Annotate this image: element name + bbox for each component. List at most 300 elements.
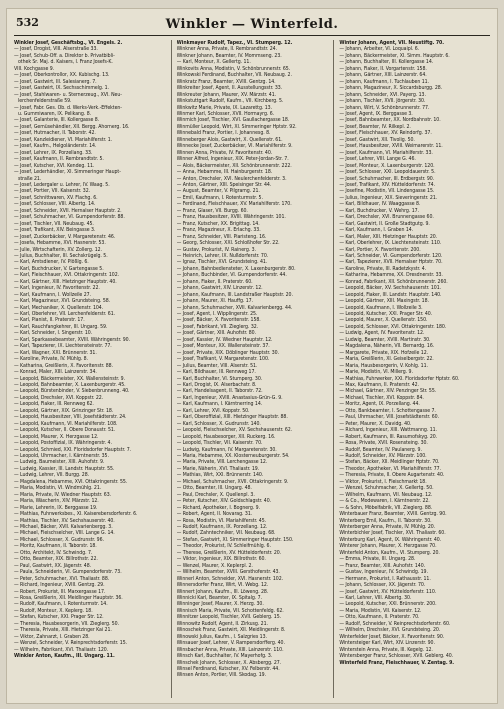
directory-entry: — Ludwig, Lehrer, VII. Burgg. 28.	[14, 472, 90, 479]
directory-entry: — Josef, Bahnbeamter, XX. Nordbahnstr. 10.	[339, 117, 441, 124]
directory-entry: — Leopold, Maurer, X. Quellenstr. 150.	[339, 317, 428, 324]
directory-entry: Winmer Karl, Schlosser, XVII. Hormayrg. 6.	[176, 110, 275, 117]
directory-entry: — Julius, Ingenieur, XIX. Sieveringerstr. 21.	[339, 194, 438, 201]
directory-entry: — Karl, Bildhauer, IV. Waaggasse 8.	[339, 201, 421, 208]
directory-entry: Winterfeld Franz, Fleischhauer, V. Zentag. 9.	[339, 659, 455, 666]
directory-entry: — Mathias, Wirt, XXI. Brünnerstr. 140.	[176, 472, 264, 479]
directory-entry: — Karl, Mechaniker, X. Quellenstr. 104.	[14, 304, 104, 311]
directory-entry: — Karl, Portier, X. Favoritenstr. 200.	[339, 246, 421, 253]
directory-entry: Winkmayer Rudolf, Tapez., VI. Stumperg. 12.	[176, 40, 293, 46]
directory-entry: — Maria, Wäscherin, XIV. Märzstr. 12.	[14, 498, 99, 505]
directory-entry: — Moritz, Kaufmann, II. Taborstr. 18.	[14, 543, 97, 550]
directory-entry: — Josefa, Hebamme, XVI. Hasnerstr. 53.	[14, 240, 106, 247]
directory-entry: — Leopold, Hausbesorger, XII. Ruckerg. 16.	[176, 433, 276, 440]
directory-entry: — Karl, Monteur, X. Gellertg. 11.	[176, 59, 251, 66]
directory-entry: — Alois, Bäckermeister, XII. Schönbrunnerstr. 222.	[176, 162, 292, 169]
directory-entry: — Karl, Buchdrucker, V. Wehrg. 17.	[339, 207, 419, 214]
directory-entry: — Stefan, Kutscher, XXI. Prager Str. 12.	[14, 614, 104, 621]
directory-entry: — Margarete, Private, XIX. Hofzeile 12.	[339, 349, 429, 356]
directory-entry: — Ferdinand, Fleischhauer, XV. Mariahilferstr. 170.	[176, 201, 292, 208]
directory-entry: — Karl, Magazineur, XVI. Grundsteing. 58.	[14, 298, 111, 305]
directory-entry: Winterstein Anna, Private, III. Kegelg. 12.	[339, 646, 433, 653]
directory-entry: — Karl, Ingenieur, XVIII. Anastasius-Grün-G. 9.	[176, 394, 283, 401]
directory-entry: — Rosa, Private, XVII. Rosensteing. 30.	[339, 440, 428, 447]
directory-entry: Winkratz Franz, Beamter, XVIII. Gentzg. 14.	[176, 78, 276, 85]
directory-entry: — Josef, Schlosser, VIII. Albertg. 14.	[14, 201, 96, 208]
directory-entry: — Rosa, Modistin, VI. Mariahilferstr. 45.	[176, 517, 267, 524]
directory-entry: Winnert Johann, Kaufm., III. Löweng. 28.	[176, 588, 269, 595]
directory-entry: — Josef, Monteur, X. Laxenburgerstr. 120.	[339, 162, 435, 169]
directory-entry: Winkner Anna, Private, II. Rembrandtstr. 24.	[176, 46, 278, 53]
directory-entry: Winter Johann, Agent, VII. Neustiftg. 70.	[339, 40, 444, 46]
directory-entry: — Ludwig, Kaufmann, IV. Margaretenstr. 30.	[176, 446, 277, 453]
directory-entry: — Karl, Schlosser, X. Gudrunstr. 140.	[176, 420, 261, 427]
directory-entry: — Michael, Gärtner, XIV. Penzinger Str. 55.	[339, 388, 437, 395]
directory-entry: — Hermann, Prokurist, I. Rathausstr. 11.	[339, 575, 431, 582]
directory-entry: Winneberger Alois, Gastwirt, X. Quellenstr. 61.	[176, 136, 283, 143]
directory-entry: Winnowitz Rudolf, Agent, II. Zirkusg. 21.	[176, 620, 268, 627]
directory-entry: — Karoline, Private, IV. Mühlg. 8.	[14, 356, 89, 363]
directory-column-1	[14, 40, 165, 698]
directory-entry: — Josef, Galanterie, III. Kollergasse 8.	[14, 117, 100, 124]
directory-entry: — Leopold, Kutscher, XXI. Prager Str. 40.	[339, 311, 433, 318]
directory-entry: — Josef, Kaufmann, VI. Mariahilferstr. 33.	[339, 149, 433, 156]
directory-entry: — Josef, Lehrer, VIII. Lange G. 46.	[339, 156, 416, 163]
directory-entry: — Leopold, Uhrmacher, I. Kärntnerstr. 35.	[14, 453, 109, 459]
directory-entry: Winkwitz Marie, Private, IX. Lazarettg. 13.	[176, 104, 272, 111]
directory-entry: — Magdalena, Hebamme, XVI. Ottakringerstr. 55.	[14, 478, 128, 485]
directory-entry: — Marie, Näherin, XVI. Thaliastr. 19.	[176, 465, 260, 472]
directory-entry: — Leopold, Kaufmann, I. Wollzeile 3.	[339, 304, 423, 311]
directory-entry: — Karl, Fleischhauer, XVI. Ottakringerstr. 102.	[14, 272, 120, 279]
directory-entry: — Josef, Gastwirt, IX. Sechsschimmelg. 1.	[14, 85, 110, 92]
directory-entry: Winkowski Ferdinand, Buchhalter, VII. Neubaug. 2.	[176, 72, 292, 79]
directory-entry: — Johann, Gastwirt, XIV. Linzerstr. 12.	[176, 285, 263, 292]
directory-entry: — Johann, Kaufmann, I. Tuchlauben 11.	[339, 78, 429, 85]
directory-entry: — Wenzel, Maurer, X. Keplerpl. 2.	[176, 562, 253, 569]
directory-entry: — August, Beamter, V. Pilgramg. 21.	[176, 188, 260, 195]
directory-column-3	[333, 40, 490, 698]
directory-entry: — Mathias, Tischler, XV. Sechshauserstr. 40.	[14, 517, 115, 524]
directory-entry: — Josef, Zuckerbäcker, V. Margaretenstr. 46.	[14, 233, 116, 240]
directory-entry: — Leopold, Schmied, XXI. Floridsdorfer Hauptstr. 7.	[14, 446, 132, 453]
directory-entry: — Josef, Gärtner, XIII. Auhofstr. 80.	[176, 330, 257, 337]
directory-entry: — Viktor, Prokurist, I. Fleischmarkt 18.	[339, 478, 427, 485]
directory-entry: — Franz, Glaser, VII. Burgg. 60.	[176, 207, 248, 214]
directory-entry: — Richard, Apotheker, I. Bognerg. 9.	[176, 504, 261, 511]
directory-entry: — Robert, Agent, II. Novarag. 31.	[176, 511, 253, 518]
directory-entry: — Karl, Oberlehrer, VII. Lerchenfelderstr. 61.	[14, 311, 116, 318]
directory-entry: — Leopold, Bäcker, XV. Sechshauserstr. 101.	[339, 285, 442, 292]
directory-entry: — Josef, Agent, IX. Berggasse 3.	[339, 110, 413, 117]
directory-entry: — Otto, Beamter, XIX. Billrothstr. 22.	[14, 556, 98, 563]
directory-entry: — Johann, Arbeiter, VI. Loquaipl. 6.	[339, 46, 420, 53]
directory-entry: — Otto, Beamter, III. Ungarg. 48.	[176, 485, 252, 492]
directory-entry: — Rosa, Greißlerin, XII. Meidlinger Hauptstr. 36.	[14, 594, 123, 601]
directory-entry: — Rudolf, Beamter, IV. Paulanerg. 9.	[339, 446, 422, 453]
directory-entry: — Karl, Lehrer, XVI. Koppstr. 50.	[176, 407, 250, 414]
directory-entry: — Otto, Architekt, IV. Schwindg. 7.	[14, 549, 93, 556]
directory-entry: — Wilhelm, Fabrikant, XVI. Thaliastr. 120.	[14, 646, 109, 653]
directory-entry: — Gustav, Prokurist, IV. Rainerg. 3.	[176, 246, 256, 253]
directory-entry: Winmüller Leopold, Wirt, XI. Simmeringer Hptstr. 92.	[176, 123, 297, 130]
directory-entry: Winkovits Anna, Modistin, V. Schönbrunnerstr. 65.	[176, 65, 291, 72]
directory-entry: — Paul, Gastwirt, XX. Jägerstr. 48.	[14, 562, 92, 569]
directory-entry: — Josef, Gastwirt, III. Salesianerg. 7.	[14, 78, 97, 85]
directory-entry: — Johann, Buchhalter, III. Kollergasse 14.	[339, 59, 434, 66]
directory-entry: — Josef, Lehrer, IX. Porzellang. 33.	[14, 149, 93, 156]
directory-entry: — Johann, Maurer, XI. Hauffg. 17.	[176, 298, 253, 305]
directory-entry: — Maria, Greißlerin, XI. Geiselbergstr. 22.	[339, 356, 434, 363]
directory-entry: — Karl, Gärtner, XIII. Hietzinger Hauptstr. 40.	[14, 278, 117, 285]
directory-entry: — Franz, Magazineur, X. Erlachg. 33.	[176, 227, 261, 234]
directory-entry: — Wenzel, Schneider, V. Reinprechtsdorferstr. 15.	[14, 640, 128, 647]
directory-entry: — Maria, Modistin, VI. Windmühlg. 21.	[14, 485, 102, 492]
directory-entry: — Rudolf, Kaufmann, IX. Porzellang. 12.	[176, 523, 268, 530]
directory-entry: Winnerl Anton, Schneider, XVI. Hasnerstr. 102.	[176, 575, 284, 582]
directory-entry: — Johann, Kaufmann, III. Landstraßer Hauptstr. 20.	[176, 291, 293, 298]
directory-entry: — Leopold, Gärtner, XIII. Maxingstr. 18.	[339, 298, 429, 305]
directory-entry: — Karl, Sparkassebeamter, XVIII. Währingerstr. 90.	[14, 336, 130, 343]
directory-entry: — Max, Kaufmann, II. Praterstr. 42.	[339, 382, 419, 389]
directory-entry: straße 21.	[18, 175, 42, 182]
directory-entry: — Gustav, Ingenieur, IV. Schwindg. 19.	[339, 569, 428, 576]
directory-entry: — Konrad, Maler, XIII. Lainzerstr. 34.	[14, 369, 97, 376]
directory-entry: Winterfeld Anton, Kaufm., VI. Stumperg. 20.	[339, 549, 440, 556]
directory-entry: — Karl, Oberoffizial, XIII. Hietzinger Hauptstr. 88.	[176, 414, 288, 421]
directory-entry: Winmich Josef, Tischler, XVI. Gaullachergasse 18.	[176, 117, 290, 124]
directory-entry: — Julie, Wirtschafterin, XV. Zollerg. 12.	[14, 246, 102, 253]
directory-entry: Wintersberger Franz, Schlosser, XVII. Geblerg. 40.	[339, 653, 454, 660]
directory-entry: — Ignaz, Tischler, XVI. Grundsteing. 41.	[176, 259, 268, 266]
directory-entry: Wintersteiger Karl, Wirt, XIV. Linzerstr. 90.	[339, 640, 435, 647]
directory-entry: — Viktor, Ingenieur, XIX. Billrothstr. 60.	[176, 556, 266, 563]
page-header	[14, 14, 490, 34]
directory-entry: — Johann, Buchbinder, VI. Gumpendorferstr. 44.	[176, 272, 287, 279]
directory-entry: — Josef, Schnittwaren, XV. Flachg. 6.	[14, 194, 98, 201]
directory-entry: — Karoline, Private, III. Radetzkystr. 4.	[339, 265, 427, 272]
directory-entry: — Johann, Magazineur, X. Siccardsburgg. 28.	[339, 85, 443, 92]
directory-entry: — Karl, Pianist, II. Praterstr. 17.	[14, 317, 85, 324]
directory-entry: — Johann, Wirt, V. Schönbrunnerstr. 77.	[339, 104, 430, 111]
directory-entry: — Theresia, Private, II. Obere Augartenstr. 40.	[339, 472, 445, 479]
directory-entry: — Josef, Fabrikant, VII. Zieglerg. 32.	[176, 323, 259, 330]
directory-entry: — Josef, Fabr. Ges. Ob. d. Werks-Verk.-Effekten-	[14, 104, 122, 111]
directory-entry: — Karl, Buchdrucker, V. Gartengasse 5.	[14, 265, 104, 272]
directory-entry: — Maria, Private, IV. Wiedner Hauptstr. 63.	[14, 491, 112, 498]
directory-entry: — Paul, Drechsler, X. Quellenpl. 3.	[176, 491, 255, 498]
directory-entry: — Heinrich, Lehrer, IX. Nußdorferstr. 70.	[176, 252, 269, 259]
directory-entry: — Stefan, Gastwirt, XI. Simmeringer Hauptstr. 150.	[176, 536, 294, 543]
directory-entry: Winnen Anna, Private, IV. Favoritenstr. 40.	[176, 149, 273, 156]
directory-entry: — Robert, Kaufmann, III. Rasumofskyg. 20.	[339, 433, 438, 440]
directory-entry: — Theresia, Hausbesorgerin, VII. Zieglerg. 50.	[14, 620, 120, 627]
directory-entry: Winnebald Franz, Portier, I. Johannesg. 8.	[176, 130, 271, 137]
directory-entry: — Michael, Fleischselcher, VIII. Lange G. 14.	[14, 530, 115, 537]
directory-entry: — Franz, Schneider, VIII. Piaristeng. 16.	[176, 233, 267, 240]
directory-entry: — Franz, Hausbesitzer, XVIII. Währingerstr. 101.	[176, 214, 286, 221]
directory-entry: — Michael, Schuhmacher, XVII. Ottakringerstr. 9.	[176, 478, 289, 485]
directory-entry: — Julius, Beamter, VIII. Alserstr. 51.	[176, 362, 258, 369]
directory-entry: — Ludwig, Kassier, III. Landstr. Hauptstr. 55.	[14, 465, 115, 472]
directory-entry: — Karl, Amtsdiener, IV. Plößlg. 6.	[14, 259, 89, 266]
directory-entry: — Josef, Monteur, XX. Wallensteinstr. 37.	[176, 343, 270, 350]
directory-entry: — Julius, Buchhalter, III. Sechskrügelg. 5.	[14, 252, 108, 259]
directory-entry: VIII. Kochgasse 9.	[14, 65, 55, 72]
directory-entry: — Karl, Tapezierer, XVII. Hernalser Hptstr. 70.	[339, 259, 443, 266]
directory-entry: — Rudolf, Schneider, XV. Märzstr. 100.	[339, 453, 427, 459]
directory-entry: — Johann, Bäckermeister, XI. Simm. Hauptstr. 6.	[339, 52, 450, 59]
directory-entry: — Johann, Gärtner, XIII. Lainzerstr. 64.	[339, 72, 427, 79]
directory-entry: — Rudolf, Zahntechniker, VII. Neubaug. 68.	[176, 530, 276, 537]
directory-entry: — Ludwig, Baumeister, XIII. Auhofstr. 9.	[14, 459, 105, 466]
directory-entry: Winschek Johann, Schlosser, X. Absbergg. 27.	[176, 659, 282, 666]
directory-entry: — Karl, Buchhalter, VI. Stumperg. 30.	[176, 375, 263, 382]
directory-entry: Winkreiter Josef, Agent, II. Ausstellungsstr. 33.	[176, 85, 283, 92]
directory-entry: — Karl, Ingenieur, IV. Favoritenstr. 22.	[14, 285, 100, 292]
directory-entry: — Peter, Schuhmacher, XVI. Thaliastr. 88.	[14, 575, 110, 582]
directory-entry: — Leopold, Postoffizial, IX. Währingerstr. 4.	[14, 440, 112, 447]
directory-entry: Winterburg Karl, Agent, IX. Währingerstr. 40.	[339, 536, 442, 543]
directory-entry: — Michael, Schlosser, X. Gudrunstr. 96.	[14, 536, 104, 543]
directory-entry: — Josef, Gastwirt, XII. Tivolig. 50.	[339, 136, 415, 143]
directory-entry: — Leopold, Gärtner, XIX. Grinzinger Str. 18.	[14, 407, 114, 414]
directory-entry: u. Gummiwaren, IX. Pelikang. 8.	[18, 110, 92, 117]
directory-entry: Winoschek Franz, Gastwirt, XII. Meidlingerstr. 8.	[176, 627, 286, 634]
directory-entry: — Josef, Schneider, XVII. Hernalser Hauptstr. 2.	[14, 207, 122, 214]
directory-entry: — Leopold, Fiaker, III. Rennweg 62.	[14, 401, 94, 408]
directory-entry: — Leopold, Kutscher, II. Obere Donaustr. 51.	[14, 427, 116, 434]
directory-entry: Winner Alfred, Ingenieur, XIX. Peter-Jordan-Str. 7.	[176, 156, 289, 163]
directory-entry: — Rudolf, Schneider, V. Reinprechtsdorferstr. 60.	[339, 620, 451, 627]
directory-entry: — Josef, Trafikant, XIV. Hütteldorferstr. 74.	[339, 181, 436, 188]
directory-entry: — Peter, Kutscher, XIV. Goldschlagstr. 40.	[176, 498, 272, 505]
directory-entry: lerchenfelderstraße 59.	[18, 98, 72, 105]
directory-entry: — Leopold, Hausbesitzer, VIII. Josefstädterstr. 24.	[14, 414, 127, 421]
directory-entry: Winsel Ferdinand, Kutscher, XV. Felberstr. 44.	[176, 665, 280, 672]
directory-entry: — Wenzel, Schuhmacher, X. Gellertg. 50.	[339, 485, 434, 492]
directory-entry: Winnitzer Leopold, Tischler, XVII. Geblerg. 15.	[176, 614, 282, 621]
directory-entry: Winsauer Josef, Lehrer, V. Rampersdorfferg. 40.	[176, 640, 285, 647]
directory-entry: — Michael, Tischler, XVI. Koppstr. 84.	[339, 394, 424, 401]
directory-entry: — Robert, Prokurist, III. Marxergasse 17.	[14, 588, 106, 595]
directory-entry: — Marie, Lehrerin, IX. Berggasse 19.	[14, 504, 98, 511]
directory-entry: — Karl, Drechsler, XVI. Brunnengasse 60.	[339, 214, 434, 221]
directory-entry: — Katharina, Greißlerin, X. Favoritenstr. 88.	[14, 362, 114, 369]
directory-entry: — Viktor, Zahnarzt, I. Graben 28.	[14, 633, 90, 640]
directory-entry: — Josef, Kutscher, XVI. Kendeg. 11.	[14, 162, 95, 169]
directory-entry: — Josef, Kanzleidiener, VI. Mariahilferstr. 1.	[14, 136, 113, 143]
directory-entry: — Josef, Kassier, IV. Wiedner Hauptstr. 12.	[176, 336, 273, 343]
directory-entry: — Karl, Schneider, I. Singerstr. 10.	[14, 330, 93, 337]
directory-entry: — Karl, Wagner, XXI. Brünnerstr. 31.	[14, 349, 97, 356]
directory-entry: — Theodor, Apotheker, VI. Mariahilferstr. 77.	[339, 465, 441, 472]
directory-entry: — Josefine, Modistin, VII. Lindengasse 15.	[339, 188, 435, 195]
directory-entry: Winterbichler Josef, Tischler, XVI. Thaliastr. 60.	[339, 530, 446, 537]
directory-entry: — Karl, Drogist, IX. Alserbachstr. 8.	[176, 382, 257, 389]
directory-entry: — Otto, Kaufmann, II. Praterstr. 70.	[339, 614, 420, 621]
directory-entry: — Emil, Kaufmann, I. Rotenturmstr. 5.	[176, 194, 263, 201]
directory-entry: — Mathias, Fuhrwerker, XXI. Floridsdorfer Hptstr. 60.	[339, 375, 460, 382]
directory-entry: Winnersdorfer Franz, Wirt, VI. Webg. 12.	[176, 582, 269, 589]
directory-entry: — Josef, Portier, VII. Kaiserstr. 32.	[14, 188, 91, 195]
directory-entry: — Josef, Agent, I. Wipplingerstr. 25.	[176, 311, 258, 318]
directory-entry: Winsbacher Anna, Private, XIII. Lainzerstr. 110.	[176, 646, 284, 653]
directory-entry: — Anton, Drechsler, XVI. Neulerchenfelderstr. 3.	[176, 175, 287, 182]
directory-entry: — Johann, Fiaker, II. Praterstr. 60.	[176, 278, 253, 285]
directory-entry: — Leopold, Kaufmann, VI. Mariahilferstr. 108.	[14, 420, 118, 427]
directory-entry: — Peter, Maurer, X. Davidg. 40.	[339, 420, 412, 427]
directory-entry: Winnecke Josef, Zuckerbäcker, VI. Mariahilferstr. 9.	[176, 143, 293, 150]
directory-entry: — Konrad, Fabrikant, XII. Schönbrunnerstr. 260.	[339, 278, 448, 285]
directory-entry: — Karl, Handelsagent, II. Taborstr. 72.	[176, 388, 263, 395]
directory-entry: — Josef, Fleischhauer, XV. Reindorfg. 37.	[339, 130, 432, 137]
directory-entry: — Johann, Schlosser, XX. Jägerstr. 70.	[339, 582, 426, 589]
directory-entry: Winterbauer Franz, Beamter, XVIII. Gentzg. 90.	[339, 511, 447, 518]
directory-entry: — Karl, Gastwirt, II. Große Stadtgutg. 9.	[339, 220, 430, 227]
directory-entry: — Leopold, Fleischselcher, XV. Sechshauserstr. 62.	[176, 427, 293, 434]
directory-entry: — Leopold, Kutscher, XXI. Brünnerstr. 200.	[339, 601, 437, 608]
directory-entry: Winnisch Maria, Private, VII. Schottenfeldg. 62.	[176, 607, 284, 614]
directory-page	[6, 8, 498, 704]
directory-entry: — Rudolf, Kaufmann, I. Rotenturmstr. 14.	[14, 601, 108, 608]
directory-entry: — Karl, Schneider, VI. Gumpendorferstr. 120.	[339, 252, 443, 259]
directory-entry: — & Co., Modewaren, I. Kärntnerstr. 22.	[339, 498, 430, 505]
directory-entry: — Josef, Oberkontrollor, XX. Kubischg. 13.	[14, 72, 110, 79]
directory-entry: Winterfelder Josef, Bäcker, X. Favoritenstr. 90.	[339, 633, 445, 640]
directory-entry: — Josef, Beamter, IV. Rilkepl. 2.	[339, 123, 411, 130]
page-number: 532	[16, 16, 39, 29]
directory-entry: — Ludwig, Beamter, XVIII. Martinstr. 30.	[339, 336, 431, 343]
directory-entry: — Maria, Modistin, VII. Kaiserstr. 12.	[339, 607, 422, 614]
directory-entry: Winsen Anton, Portier, VIII. Skodag. 19.	[176, 672, 266, 679]
directory-entry: — Anna, Hebamme, III. Hainburgerstr. 18.	[176, 169, 273, 176]
directory-entry: — Karl, Tapezierer, IX. Liechtensteinstr. 77.	[14, 343, 112, 350]
directory-entry: — Emma, Private, III. Ungarg. 28.	[339, 556, 416, 563]
directory-entry: — Theresia, Private, XIII. Hietzinger Kai 21.	[14, 627, 112, 634]
directory-entry: — Johann, Schuhmacher, XVII. Kalvarienbergg. 44.	[176, 304, 293, 311]
directory-entry: — Franz, Kutscher, XX. Brigittag. 14.	[176, 220, 260, 227]
directory-entry: — Maria, Hebamme, XX. Klosterneuburgerstr. 54.	[176, 453, 290, 459]
directory-entry: — Katharina, Hebamme, XX. Dresdnerstr. 33.	[339, 272, 443, 279]
header-rule	[14, 35, 490, 36]
directory-entry: — Maria, Private, VIII. Lerchengasse 12.	[176, 459, 268, 466]
directory-entry: — Wilhelm, Kaufmann, VII. Neubaug. 12.	[339, 491, 433, 498]
directory-entry: — Ludwig, Agent, IV. Favoritenstr. 12.	[339, 330, 425, 337]
directory-column-2	[171, 40, 328, 698]
directory-entry: — Leopold, Bahnbeamter, X. Laxenburgerstr. 45.	[14, 382, 126, 389]
directory-entry: — Josef, Trafikant, V. Margaretenstr. 100.	[176, 356, 270, 363]
directory-entry: — Josef, Private, XIX. Döblinger Hauptstr. 30.	[176, 349, 280, 356]
directory-columns	[14, 40, 490, 698]
directory-entry: — Josef, Schlosser, XXI. Leopoldauerstr. 5.	[339, 169, 436, 176]
directory-entry: othek Sr. Maj. d. Kaisers, I. Franz Josefs-K.	[18, 59, 113, 66]
directory-entry: — Josef, Trafikant, XIV. Beingasse 3.	[14, 227, 96, 234]
directory-entry: — Paula, Schneiderin, VI. Gumpendorferstr. 73.	[14, 569, 122, 576]
directory-entry: — Magdalena, Näherin, VII. Bernardg. 16.	[339, 343, 435, 350]
directory-entry: — Josef, Gastwirt, XV. Hütteldorferstr. 110.	[339, 588, 437, 595]
directory-entry: Winnicki Karl, Beamter, IX. Spitalg. 7.	[176, 594, 262, 601]
directory-entry: — & Sohn, Möbelfabrik, VII. Zieglerg. 88.	[339, 504, 433, 511]
directory-entry: — Wilhelm, Drechsler, XVI. Grundsteing. 20.	[339, 627, 441, 634]
directory-entry: Winterberg Emil, Kaufm., II. Taborstr. 30.	[339, 517, 432, 524]
directory-entry: Winkner Johann, Beamter, IV. Mommseng. 23.	[176, 52, 282, 59]
directory-entry: — Mathias, Fuhrwerksbes., XI. Kaiserebersdorferstr. 6.	[14, 511, 138, 518]
directory-entry: — Richard, Ingenieur, XIII. Wattmanng. 11.	[339, 427, 437, 434]
directory-entry: — Karl, Kaufmann, I. Wollzeile 27.	[14, 291, 91, 298]
directory-entry: — Karl, Lehrer, VIII. Albertg. 30.	[339, 594, 412, 601]
directory-entry: — Georg, Schlosser, XXI. Schloßhofer Str. 22.	[176, 240, 280, 247]
directory-entry: — Karl, Bildhauer, III. Rennweg 17.	[176, 369, 256, 376]
directory-entry: — Marie, Modistin, VI. Millerg. 9.	[339, 369, 413, 376]
directory-entry: — Josef, Drogist, VIII. Alserstraße 33.	[14, 46, 98, 53]
directory-entry: — Josef, Lederhändler, XI. Simmeringer Haupt-	[14, 169, 121, 176]
directory-entry: — Johann, Fiaker, II. Vorgartenstr. 158.	[339, 65, 427, 72]
directory-entry: — Theodor, Prokurist, IV. Schleifmühlg. 6.	[176, 543, 271, 550]
directory-entry: — Michael, Bäcker, XVII. Kalvarienbergg. 3.	[14, 523, 113, 530]
directory-entry: — Johann, Tischler, XVII. Jörgerstr. 30.	[339, 98, 426, 105]
directory-entry: — Franz, Beamter, XIII. Auhofstr. 140.	[339, 562, 426, 569]
directory-entry: — Josef, Bäcker, X. Favoritenstr. 158.	[176, 317, 261, 324]
directory-entry: — Otto, Bankbeamter, I. Schottengasse 7.	[339, 407, 436, 414]
directory-entry: — Josef, Schuhmacher, VI. Gumpendorferstr. 88.	[14, 214, 125, 221]
directory-entry: Winninger Josef, Maurer, X. Herzg. 30.	[176, 601, 264, 608]
directory-entry: — Josef, Schuhmacher, III. Erdbergstr. 90.	[339, 175, 435, 182]
directory-entry: — Josef, Gemüsehändler, XII. Bergg. Ahornerg. 16.	[14, 123, 130, 130]
directory-entry: — Therese, Greißlerin, XV. Hütteldorferstr. 20.	[176, 549, 282, 556]
directory-entry: — Karl, Maler, XIII. Hietzinger Hauptstr. 20.	[339, 233, 438, 240]
directory-entry: — Karl, Kaufmann, I. Kärntnerring 14.	[176, 401, 263, 408]
directory-entry: — Josef, Kaufm., Helgoländerstr. 14.	[14, 143, 97, 150]
directory-entry: — Moritz, Agent, IX. Porzellang. 44.	[339, 401, 420, 408]
directory-entry: — Karl, Oberlehrer, IX. Liechtensteinstr. 110.	[339, 240, 442, 247]
directory-entry: — Wilhelm, Beamter, XVIII. Gersthoferstr. 43.	[176, 569, 280, 576]
directory-entry: — Leopold, Fiaker, III. Landstr. Hauptstr. 140.	[339, 291, 442, 298]
directory-entry: — Leopold, Maurer, X. Herzgasse 12.	[14, 433, 99, 440]
directory-entry: Winkreuter Johann, Maurer, XV. Märzstr. 41.	[176, 91, 277, 98]
directory-entry: — Josef, Hutmacher, II. Taborstr. 42.	[14, 130, 96, 137]
directory-entry: Winkstuttgart Rudolf, Kaufm., VII. Kirchberg. 5.	[176, 98, 284, 105]
directory-entry: Winkler Josef, Geschäftsbg., VI. Engels. 2.	[14, 40, 123, 46]
directory-entry: — Leopold, Drechsler, XVI. Koppstr. 22.	[14, 394, 104, 401]
directory-entry: — Rudolf, Monteur, X. Keplerg. 18.	[14, 607, 93, 614]
directory-entry: Winterer Johann, Maurer, X. Herzgasse 70.	[339, 543, 437, 550]
directory-entry: Winowski Julius, Kaufm., I. Salzgries 13.	[176, 633, 267, 640]
directory-entry: — Paul, Uhrmacher, VIII. Josefstädterstr. 60.	[339, 414, 440, 421]
directory-entry: — Leopold, Schlosser, XVI. Ottakringerstr. 180.	[339, 323, 447, 330]
directory-entry: — Maria, Hausbesorgerin, V. Kohlg. 11.	[339, 362, 428, 369]
directory-entry: — Stefan, Bäcker, XII. Meidlinger Hptstr. 70.	[339, 459, 440, 466]
directory-entry: — Richard, Ingenieur, XVIII. Gentzg. 29.	[14, 582, 105, 589]
directory-entry: — Leopold, Bäckermeister, XX. Wallensteinstr. 9.	[14, 375, 126, 382]
directory-entry: — Josef, Hausbesitzer, XVIII. Weimarerstr. 11.	[339, 143, 443, 150]
directory-entry: — Karl, Rauchfangkehrer, III. Ungarg. 59.	[14, 323, 108, 330]
directory-entry: — Anton, Gärtner, XIII. Speisinger Str. 44.	[176, 181, 272, 188]
directory-entry: — Josef, Tischler, VII. Neubaug. 45.	[14, 220, 94, 227]
directory-entry: — Johann, Schneider, XVI. Payerg. 13.	[339, 91, 426, 98]
directory-entry: — Josef, Stahlwaren- u. Sternerzeug., XVI. Neu-	[14, 91, 122, 98]
directory-entry: Winterberger Anna, Private, IV. Mühlg. 20.	[339, 523, 436, 530]
directory-entry: Winsch Karl, Buchhalter, IV. Mayerhofg. 3.	[176, 653, 273, 660]
directory-entry: — Leopold, Bürstenbinder, V. Siebenbrunneng. 40.	[14, 388, 130, 395]
directory-entry: — Josef, Ledergaler u. Lehrer, IV. Waag. 5.	[14, 181, 110, 188]
directory-entry: — Josef, Schub-Off. a. Direktor b. Privatbibli-	[14, 52, 115, 59]
directory-entry: — Johann, Bahnbediensteter, X. Laxenburgerstr. 80.	[176, 265, 296, 272]
page-title: Winkler — Winterfeld.	[165, 16, 339, 32]
directory-entry: — Karl, Kaufmann, I. Graben 14.	[339, 227, 414, 234]
directory-entry: Winkler Anton, Kaufm., III. Ungarg. 11.	[14, 653, 115, 660]
directory-entry: — Josef, Kaufmann, II. Rembrandtstr. 5.	[14, 156, 104, 163]
